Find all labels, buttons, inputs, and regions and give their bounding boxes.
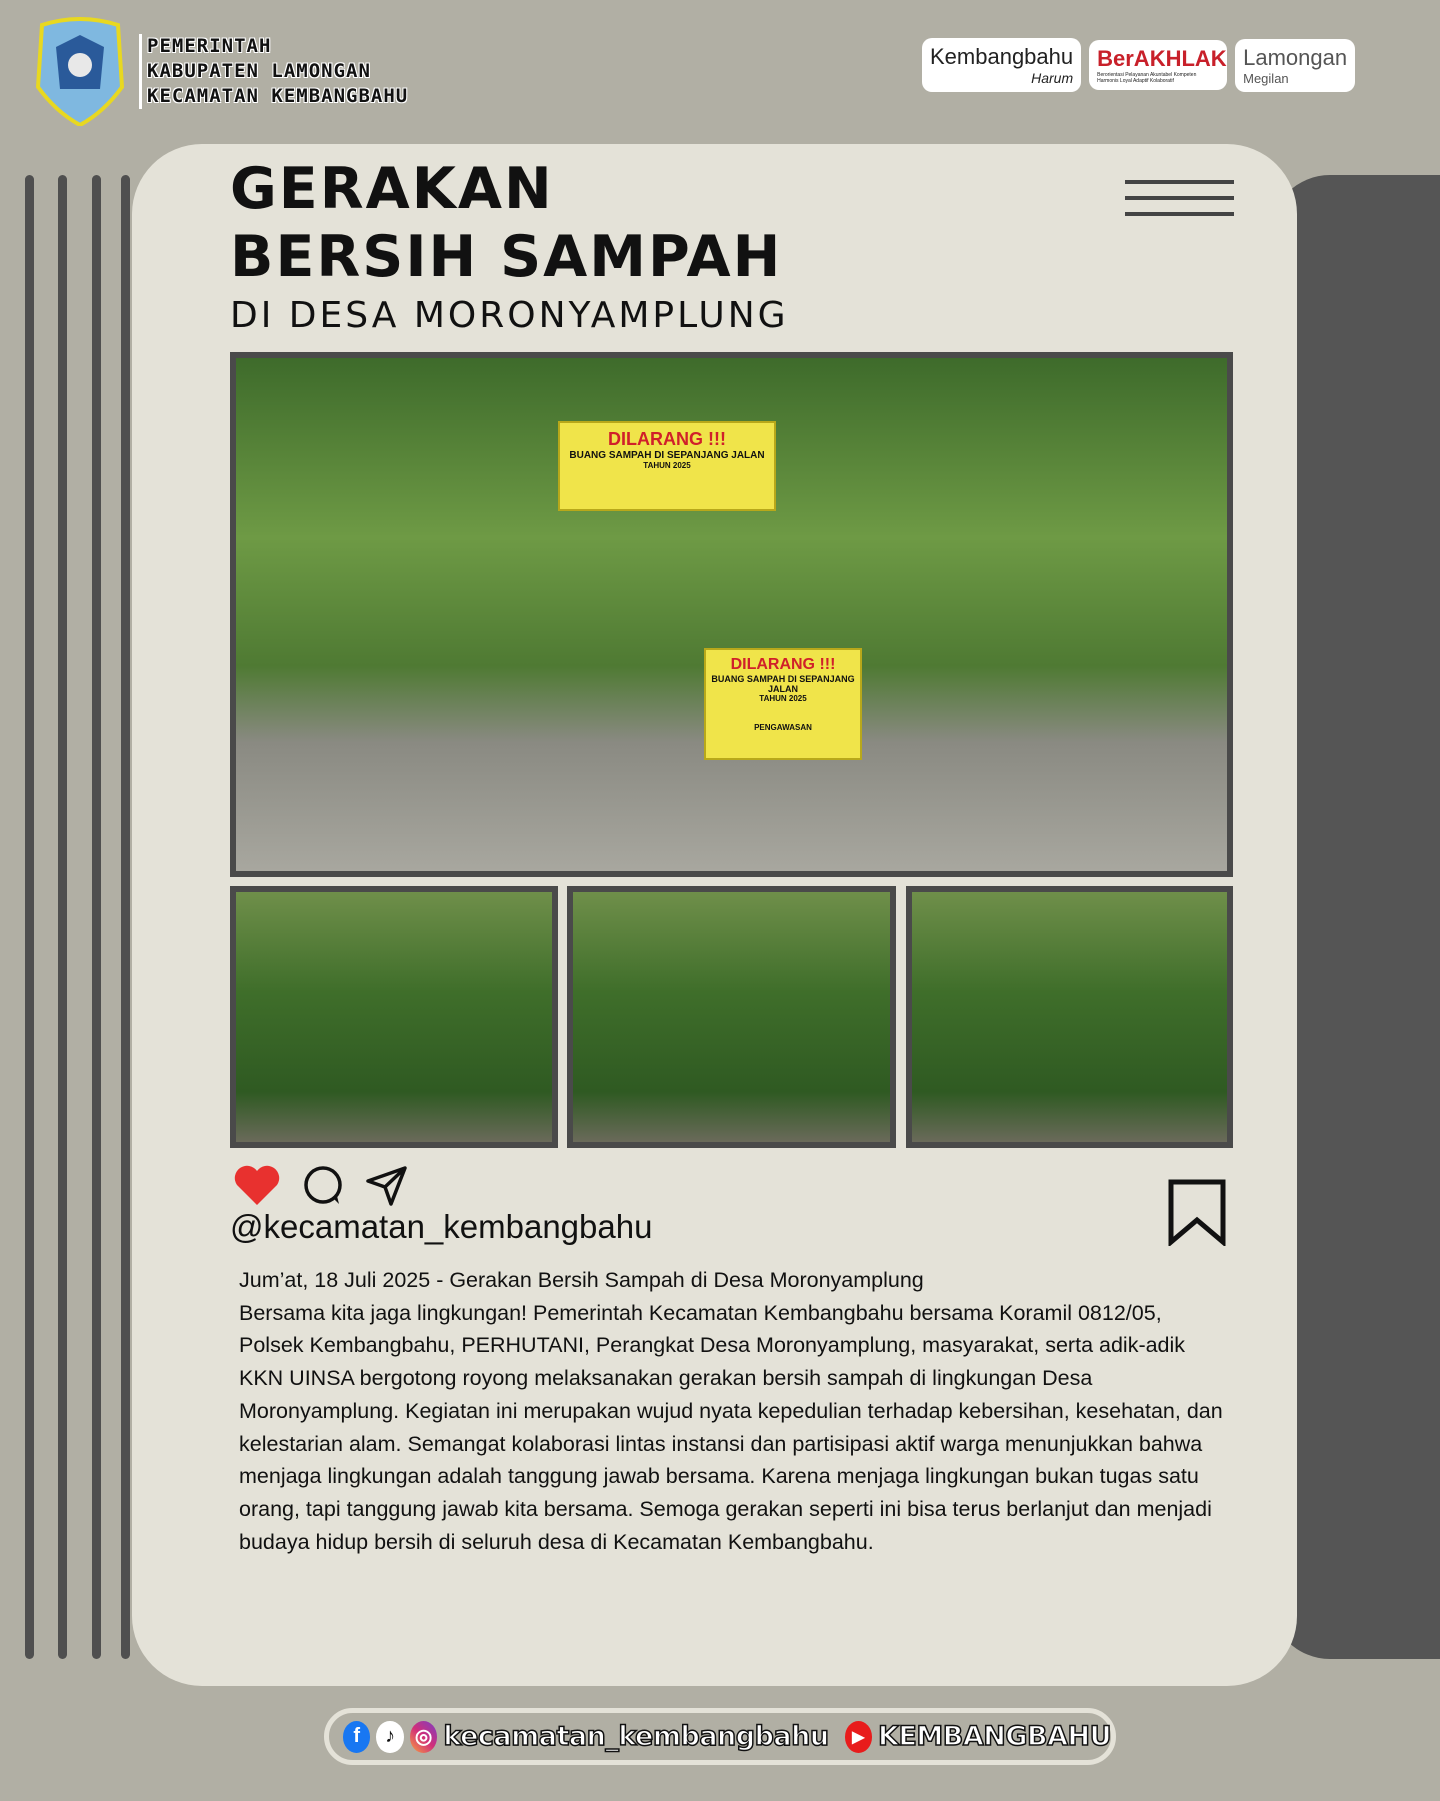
comment-icon[interactable] xyxy=(301,1165,345,1207)
kembangbahu-logo: Kembangbahu Harum xyxy=(922,38,1081,92)
decorative-line xyxy=(92,175,101,1659)
post-actions xyxy=(233,1165,409,1207)
banner: DILARANG !!! BUANG SAMPAH DI SEPANJANG JALAN TAHUN 2025 PENGAWASAN xyxy=(704,648,862,760)
lamongan-megilan-logo: Lamongan Megilan xyxy=(1235,39,1355,92)
social-handle[interactable]: kecamatan_kembangbahu xyxy=(443,1721,829,1752)
menu-icon xyxy=(1125,180,1234,184)
caption-date-line: Jum’at, 18 Juli 2025 - Gerakan Bersih Sampah di Desa Moronyamplung xyxy=(239,1268,924,1292)
header-line: KABUPATEN LAMONGAN xyxy=(147,60,371,82)
post-handle[interactable]: @kecamatan_kembangbahu xyxy=(230,1208,653,1245)
subtitle: DI DESA MORONYAMPLUNG xyxy=(230,295,789,336)
title-line-2: BERSIH SAMPAH xyxy=(230,224,783,290)
decorative-line xyxy=(58,175,67,1659)
government-header xyxy=(139,34,408,109)
tiktok-icon[interactable]: ♪ xyxy=(376,1721,403,1753)
header-line: PEMERINTAH xyxy=(147,35,272,57)
header-line: KECAMATAN KEMBANGBAHU xyxy=(147,85,409,107)
cleanup-photo-1 xyxy=(230,886,558,1148)
youtube-icon[interactable]: ▶ xyxy=(845,1721,872,1753)
social-footer xyxy=(324,1708,1116,1765)
brand-logos xyxy=(922,38,1355,92)
decorative-line xyxy=(121,175,130,1659)
banner: DILARANG !!! BUANG SAMPAH DI SEPANJANG JALAN TAHUN 2025 xyxy=(558,421,776,511)
caption-body: Bersama kita jaga lingkungan! Pemerintah Kecamatan Kembangbahu bersama Koramil 0812/05, Polsek Kembangbahu, PERHUTANI, Perangkat Desa Moronyamplung, masyarakat, serta adik-adik KKN UINSA bergotong royong melaksanakan gerakan bersih sampah di lingkungan Desa Moronyamplung. Kegiatan ini merupakan wujud nyata kepedulian terhadap kebersihan, kesehatan, dan kelestarian alam. Semangat kolaborasi lintas instansi dan partisipasi aktif warga menunjukkan bahwa menjaga lingkungan adalah tanggung jawab bersama. Karena menjaga lingkungan bukan tugas satu orang, tapi tanggung jawab kita bersama. Semoga gerakan seperti ini bisa terus berlanjut dan menjadi budaya hidup bersih di seluruh desa di Kecamatan Kembangbahu. xyxy=(239,1300,1223,1554)
lamongan-regency-logo xyxy=(34,17,126,126)
cleanup-photo-2 xyxy=(567,886,896,1148)
bookmark-icon[interactable] xyxy=(1167,1178,1227,1246)
share-icon[interactable] xyxy=(365,1165,409,1207)
decorative-line xyxy=(25,175,34,1659)
youtube-channel[interactable]: KEMBANGBAHU xyxy=(878,1721,1112,1752)
berakhlak-logo: BerAKHLAK Berorientasi Pelayanan Akuntabel Kompeten Harmonis Loyal Adaptif Kolaboratif xyxy=(1089,40,1227,90)
main-group-photo xyxy=(230,352,1233,877)
post-caption xyxy=(239,1264,1229,1558)
facebook-icon[interactable]: f xyxy=(343,1721,370,1753)
cleanup-photo-3 xyxy=(906,886,1233,1148)
menu-icon xyxy=(1125,196,1234,200)
instagram-icon[interactable]: ◎ xyxy=(410,1721,437,1753)
title-line-1: GERAKAN xyxy=(230,156,554,222)
menu-icon xyxy=(1125,212,1234,216)
heart-icon[interactable] xyxy=(233,1165,281,1207)
